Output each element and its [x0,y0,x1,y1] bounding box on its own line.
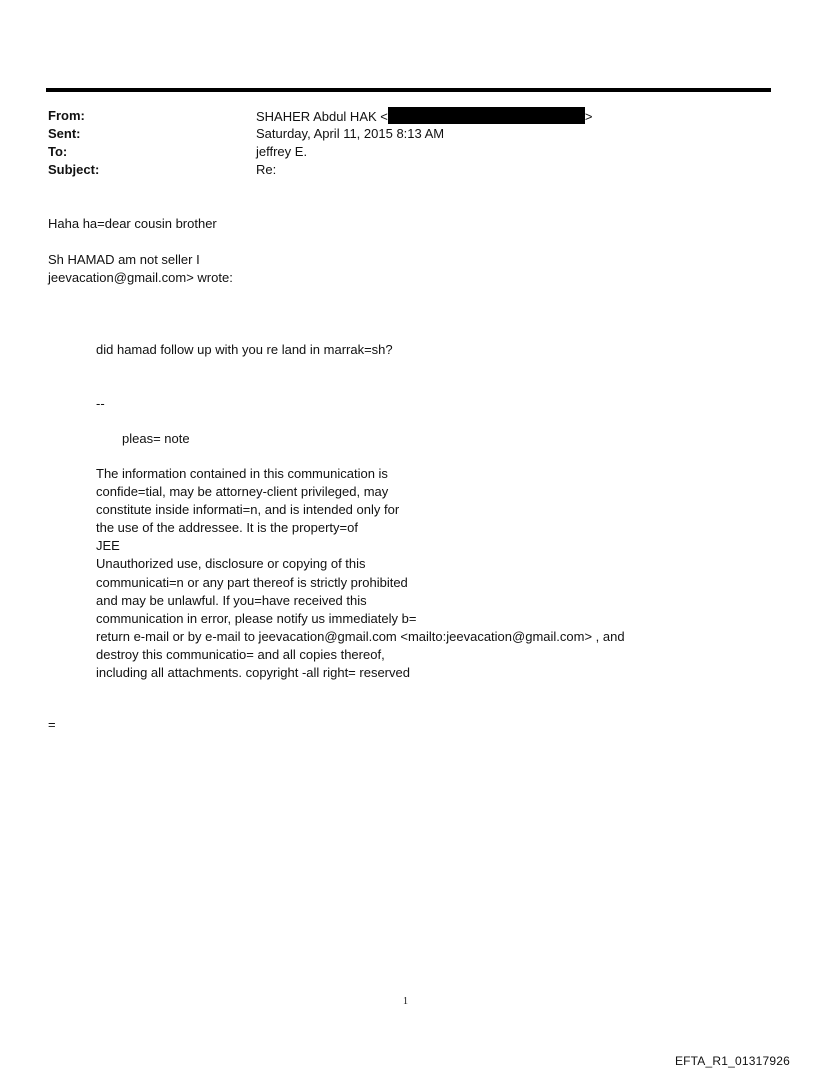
disclaimer-line: JEE [96,538,120,554]
disclaimer-line: communicati=n or any part thereof is strictly prohibited [96,574,408,590]
sent-row [48,125,748,143]
disclaimer-line: including all attachments. copyright -all right= reserved [96,665,410,681]
subject-label: Subject: [48,162,100,177]
disclaimer-line: and may be unlawful. If you=have received this [96,592,367,608]
header-rule [46,88,771,92]
disclaimer-paragraph [96,465,625,682]
document-id: EFTA_R1_01317926 [674,1054,790,1068]
disclaimer-line: communication in error, please notify us immediately b= [96,610,417,626]
sent-value: Saturday, April 11, 2015 8:13 AM [256,126,445,141]
to-value: jeffrey E. [256,144,308,159]
subject-row [48,161,748,179]
from-row [48,107,748,125]
quoted-question: did hamad follow up with you re land in marrak=sh? [96,342,393,357]
disclaimer-line: destroy this communicatio= and all copies thereof, [96,646,385,662]
from-value [256,107,592,126]
subject-value: Re: [256,162,277,177]
disclaimer-line: confide=tial, may be attorney-client privileged, may [96,484,389,500]
disclaimer-line: Unauthorized use, disclosure or copying of this [96,556,366,572]
from-name: SHAHER Abdul HAK < [256,109,388,124]
reply-line-3: jeevacation@gmail.com> wrote: [48,270,233,285]
disclaimer-line: return e-mail or by e-mail to jeevacation@gmail.com <mailto:jeevacation@gmail.com> , and [96,628,625,644]
disclaimer-line: constitute inside informati=n, and is intended only for [96,502,400,518]
trailing-equals: = [48,717,56,732]
reply-line-2: Sh HAMAD am not seller I [48,252,200,267]
page-number: 1 [403,996,408,1007]
to-label: To: [48,144,68,159]
disclaimer-line: The information contained in this communication is [96,466,388,481]
from-label: From: [48,108,85,123]
email-header [48,107,748,179]
quoted-separator: -- [96,396,105,411]
to-row [48,143,748,161]
disclaimer-line: the use of the addressee. It is the property=of [96,520,358,536]
sent-label: Sent: [48,126,81,141]
reply-line-1: Haha ha=dear cousin brother [48,216,217,231]
redaction-box [388,107,585,124]
from-close: > [584,109,593,124]
quoted-note: pleas= note [122,431,190,446]
